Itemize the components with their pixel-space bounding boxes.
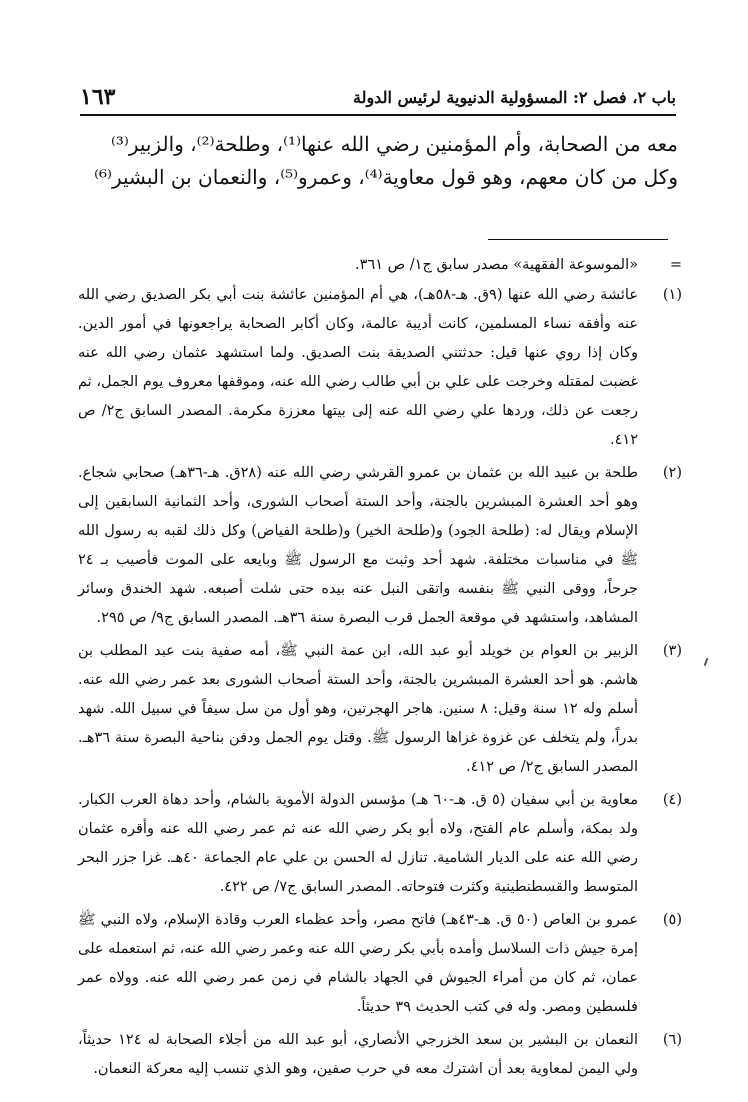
footnote-text: النعمان بن البشير بن سعد الخزرجي الأنصاري، أبو عبد الله من أجلاء الصحابة له ١٢٤ حديثاً، ولي اليمن لمعاوية بعد أن اشترك معه في حرب صفين، وهو الذي تنسب إليه معركة النعمان. xyxy=(78,1032,638,1077)
footnote-continuation xyxy=(78,251,682,280)
running-header xyxy=(80,86,676,116)
footnote-number: (٥) xyxy=(662,912,682,928)
footnote-text: معاوية بن أبي سفيان (٥ ق. هـ-٦٠ هـ) مؤسس الدولة الأموية بالشام، وأحد دهاة العرب الكبار. ولد بمكة، وأسلم عام الفتح، ولاه أبو بكر رضي الله عنه ثم عمر رضي الله عنه وأقره عثمان رضي الله عنه على الديار الشامية. تنازل له الحسن بن علي عام الجماعة ٤٠هـ. غزا جزر البحر المتوسط والقسطنطينية وكثرت فتوحاته. المصدر السابق ج٧/ ص ٤٢٢. xyxy=(78,792,639,895)
chapter-title: باب ٢، فصل ٢: المسؤولية الدنيوية لرئيس الدولة xyxy=(353,88,676,107)
footnote-text: «الموسوعة الفقهية» مصدر سابق ج١/ ص ٣٦١. xyxy=(355,257,638,273)
footnote-text: الزبير بن العوام بن خويلد أبو عبد الله، ابن عمة النبي ﷺ، أمه صفية بنت عبد المطلب بن هاشم. هو أحد العشرة المبشرين بالجنة، وأحد الستة أصحاب الشورى بعد عمر رضي الله عنه. أسلم وله ١٢ سنة وقيل: ٨ سنين. هاجر الهجرتين، وهو أول من سل سيفاً في سبيل الله. شهد بدراً، ولم يتخلف عن غزوة غزاها الرسول ﷺ. وقتل يوم الجمل ودفن بناحية البصرة سنة ٣٦هـ. المصدر السابق ج٢/ ص ٤١٢. xyxy=(78,643,638,775)
footnote-6 xyxy=(78,1026,682,1084)
footnote-number: (٢) xyxy=(662,465,682,481)
footnote-marker: = xyxy=(669,257,682,273)
footnote-text: عائشة رضي الله عنها (٩ق. هـ-٥٨هـ)، هي أم المؤمنين عائشة بنت أبي بكر الصديق رضي الله عنه وأفقه نساء المسلمين، كانت أديبة عالمة، وكان أكابر الصحابة يراجعونها في أمور الدين. وكان إذا روي عنها قيل: حدثتني الصديقة بنت الصديق. ولما استشهد عثمان رضي الله عنه غضبت لمقتله وخرجت على علي بن أبي طالب رضي الله عنه، وموقفها معروف يوم الجمل، ثم رجعت عن ذلك، وردها علي رضي الله عنه إلى بيتها معززة مكرمة. المصدر السابق ج٢/ ص ٤١٢. xyxy=(78,287,638,448)
footnotes xyxy=(78,251,682,1084)
footnote-5 xyxy=(78,906,682,1022)
footnote-number: (٦) xyxy=(662,1032,682,1048)
footnote-2 xyxy=(78,459,682,633)
footnote-number: (٤) xyxy=(662,792,682,808)
footnote-3 xyxy=(78,637,682,782)
page-number: ١٦٣ xyxy=(80,84,116,110)
footnote-1 xyxy=(78,281,682,455)
body-line: معه من الصحابة، وأم المؤمنين رضي الله عنها⁽¹⁾، وطلحة⁽²⁾، والزبير⁽³⁾ xyxy=(110,132,678,156)
footnote-number: (٣) xyxy=(662,643,682,659)
main-body-text xyxy=(78,128,678,194)
body-line: وكل من كان معهم، وهو قول معاوية⁽⁴⁾، وعمرو⁽⁵⁾، والنعمان بن البشير⁽⁶⁾ xyxy=(94,165,678,189)
footnote-text: طلحة بن عبيد الله بن عثمان بن عمرو القرشي رضي الله عنه (٢٨ق. هـ-٣٦هـ) صحابي شجاع. وهو أحد العشرة المبشرين بالجنة، وأحد الستة أصحاب الشورى، وأحد الثمانية السابقين إلى الإسلام ويقال له: (طلحة الجود) و(طلحة الخير) و(طلحة الفياض) وكل ذلك لقبه به رسول الله ﷺ في مناسبات مختلفة. شهد أحد وثبت مع الرسول ﷺ وبايعه على الموت فأصيب بـ ٢٤ جرحاً، ووقى النبي ﷺ بنفسه واتقى النبل عنه بيده حتى شلت أصبعه. شهد الخندق وسائر المشاهد، واستشهد في موقعة الجمل قرب البصرة سنة ٣٦هـ. المصدر السابق ج٩/ ص ٢٩٥. xyxy=(78,465,638,626)
footnote-4 xyxy=(78,786,682,902)
footnote-separator xyxy=(488,239,668,240)
footnote-number: (١) xyxy=(662,287,682,303)
stray-ink-mark xyxy=(704,658,709,666)
footnote-text: عمرو بن العاص (٥٠ ق. هـ-٤٣هـ) فاتح مصر، وأحد عظماء العرب وقادة الإسلام، ولاه النبي ﷺ إمرة جيش ذات السلاسل وأمده بأبي بكر رضي الله عنه وعمر رضي الله عنه، ثم استعمله على عمان، ثم كان من أمراء الجيوش في الجهاد بالشام في زمن عمر رضي الله عنه. وولاه عمر فلسطين ومصر. وله في كتب الحديث ٣٩ حديثاً. xyxy=(78,912,638,1015)
